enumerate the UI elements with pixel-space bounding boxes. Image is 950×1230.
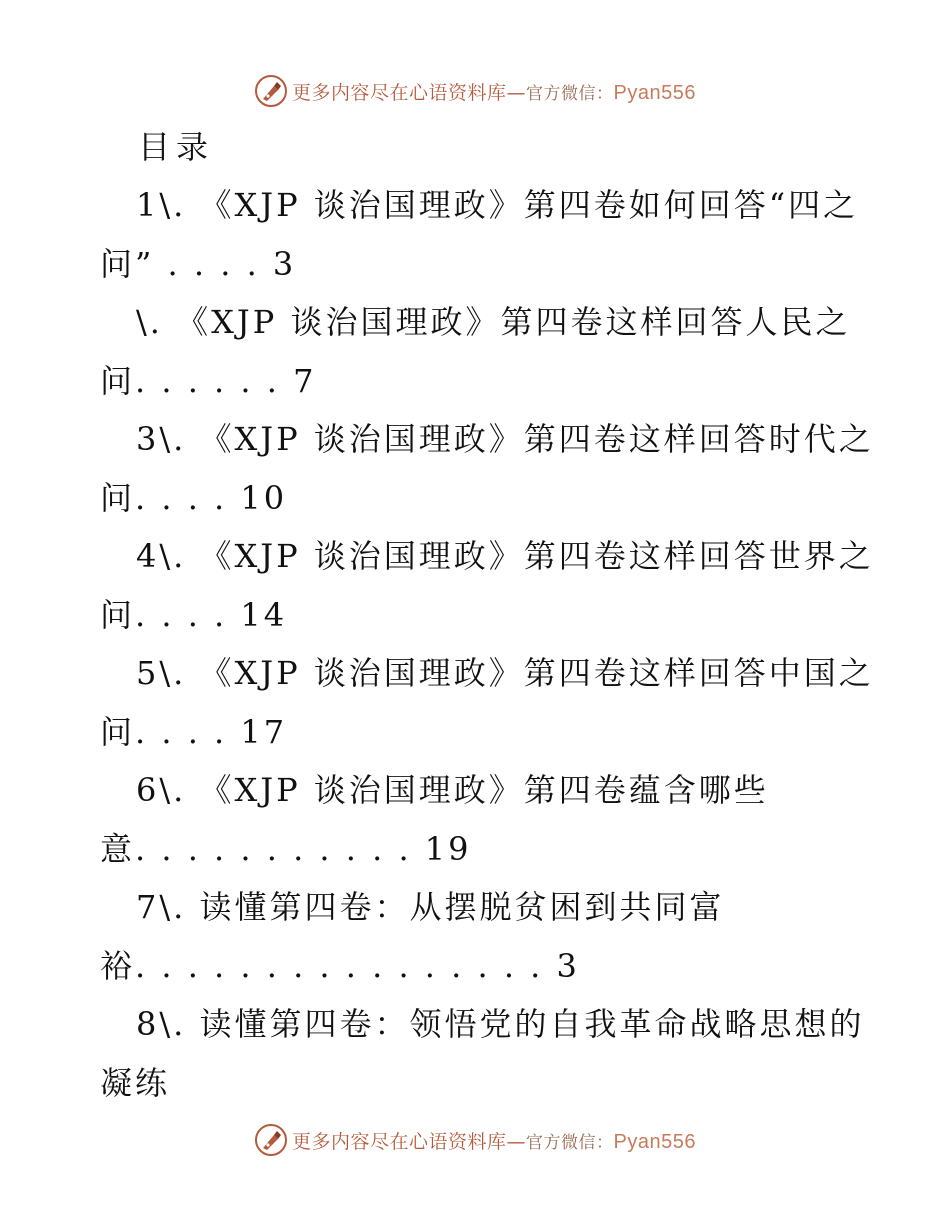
toc-entry[interactable] <box>100 176 860 293</box>
toc-entry-line2: 意. . . . . . . . . . . 19 <box>100 829 472 868</box>
banner-wechat-label: 官方微信： <box>526 83 614 104</box>
banner-text <box>292 1127 696 1154</box>
toc-entry-line2: 问” . . . . 3 <box>100 244 297 283</box>
table-of-contents <box>100 118 874 1112</box>
toc-entry-line2: 问. . . . 17 <box>100 712 288 751</box>
toc-entry[interactable] <box>100 410 874 527</box>
banner-site-name: 更多内容尽在心语资料库 <box>292 1130 507 1153</box>
toc-entry[interactable] <box>100 527 874 644</box>
footer-banner <box>0 1118 950 1162</box>
toc-entry-line1: 7\. 读懂第四卷：从摆脱贫困到共同富 <box>136 888 725 926</box>
banner-text <box>292 78 696 105</box>
banner-site-name: 更多内容尽在心语资料库 <box>292 81 507 104</box>
toc-entry-line1: 1\. 《XJP 谈治国理政》第四卷如何回答“四之 <box>136 186 859 224</box>
header-banner <box>0 69 950 113</box>
toc-entry-line1: 8\. 读懂第四卷：领悟党的自我革命战略思想的 <box>136 1005 865 1043</box>
pen-nib-logo-icon <box>254 1123 288 1157</box>
toc-entry-line1: 3\. 《XJP 谈治国理政》第四卷这样回答时代之 <box>136 420 874 458</box>
toc-entry[interactable] <box>100 761 860 878</box>
toc-entry-line1: 6\. 《XJP 谈治国理政》第四卷蕴含哪些 <box>136 771 769 809</box>
toc-entry-line2: 问. . . . 14 <box>100 595 288 634</box>
toc-entry-line1: 5\. 《XJP 谈治国理政》第四卷这样回答中国之 <box>136 654 874 692</box>
toc-entry-line2: 裕. . . . . . . . . . . . . . . . 3 <box>100 946 580 985</box>
toc-entry[interactable] <box>100 644 874 761</box>
toc-entry-line2: 问. . . . 10 <box>100 478 288 517</box>
banner-wechat-label: 官方微信： <box>526 1132 614 1153</box>
toc-entry-line1: \. 《XJP 谈治国理政》第四卷这样回答人民之 <box>136 303 851 341</box>
toc-entry-line1: 4\. 《XJP 谈治国理政》第四卷这样回答世界之 <box>136 537 874 575</box>
banner-separator: — <box>506 1130 527 1153</box>
pen-nib-logo-icon <box>254 74 288 108</box>
toc-entry-line2: 凝练 <box>100 1063 171 1102</box>
banner-account: Pyan556 <box>613 81 696 104</box>
toc-entry[interactable] <box>100 878 860 995</box>
banner-separator: — <box>506 81 527 104</box>
toc-entry-line2: 问. . . . . . 7 <box>100 361 317 400</box>
toc-title: 目录 <box>138 128 215 166</box>
toc-entry[interactable] <box>100 293 860 410</box>
banner-account: Pyan556 <box>613 1130 696 1153</box>
toc-entry[interactable] <box>100 995 865 1112</box>
